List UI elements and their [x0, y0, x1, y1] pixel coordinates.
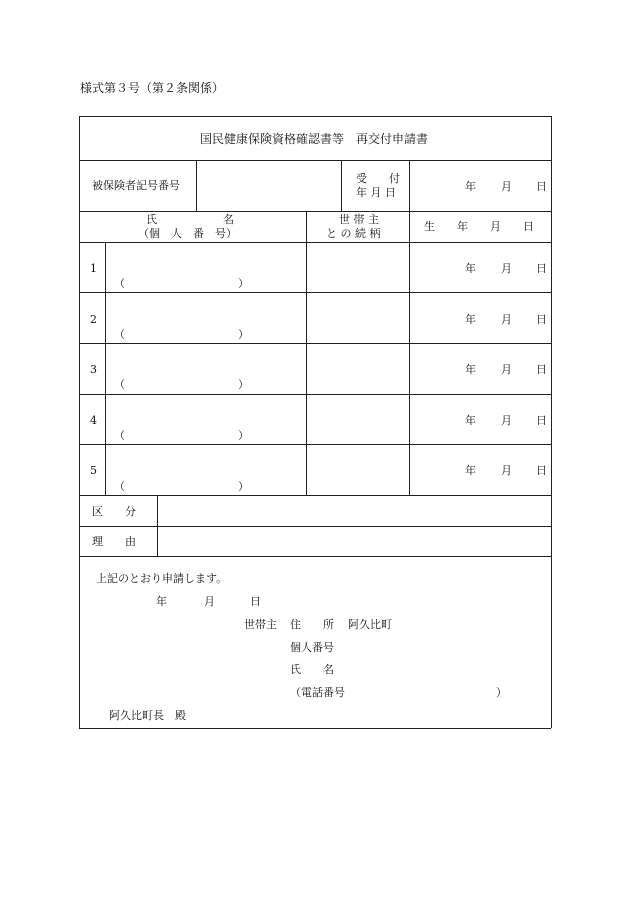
applicant-name-label: 氏 名	[290, 663, 334, 676]
birth-month: 月	[501, 464, 512, 477]
personal-number-paren-close: ）	[238, 277, 249, 290]
personal-number-column-header: （個 人 番 号）	[138, 227, 237, 240]
name-input[interactable]	[107, 294, 304, 341]
phone-close-paren: ）	[496, 686, 507, 699]
address-value: 阿久比町	[348, 618, 392, 631]
personal-number-paren-close: ）	[238, 378, 249, 391]
relation-column-header-bottom: と の 続 柄	[326, 227, 381, 240]
application-year: 年	[156, 595, 167, 608]
personal-number-paren-open: （	[114, 378, 125, 391]
row-number: 3	[90, 363, 97, 376]
relation-input[interactable]	[308, 345, 407, 392]
reception-date-label-bottom: 年 月 日	[356, 186, 396, 199]
name-input[interactable]	[107, 244, 304, 290]
row-number: 5	[90, 464, 97, 477]
name-input[interactable]	[107, 345, 304, 392]
reason-input[interactable]	[159, 528, 549, 554]
birth-month: 月	[501, 262, 512, 275]
name-input[interactable]	[107, 396, 304, 442]
reason-label: 理 由	[92, 535, 136, 548]
name-input[interactable]	[107, 446, 304, 493]
form-number: 様式第３号（第２条関係）	[80, 81, 225, 95]
personal-number-paren-open: （	[114, 328, 125, 341]
declaration-text: 上記のとおり申請します。	[96, 572, 228, 585]
category-input[interactable]	[159, 497, 549, 524]
reception-year: 年	[465, 180, 476, 193]
personal-number-label: 個人番号	[290, 641, 334, 654]
birth-month: 月	[501, 363, 512, 376]
personal-number-paren-close: ）	[238, 429, 249, 442]
phone-label: （電話番号	[290, 686, 345, 699]
birth-day: 日	[536, 464, 547, 477]
birth-year: 年	[465, 262, 476, 275]
application-month: 月	[204, 595, 215, 608]
row-number: 4	[90, 414, 97, 427]
personal-number-paren-open: （	[114, 480, 125, 493]
relation-input[interactable]	[308, 294, 407, 341]
category-label: 区 分	[92, 505, 136, 518]
birth-day: 日	[536, 262, 547, 275]
birth-year: 年	[465, 363, 476, 376]
reception-date-label-top: 受 付	[356, 172, 400, 185]
addressee: 阿久比町長 殿	[109, 709, 186, 722]
birth-year: 年	[465, 464, 476, 477]
reception-month: 月	[501, 180, 512, 193]
address-label: 住 所	[290, 618, 334, 631]
personal-number-paren-close: ）	[238, 480, 249, 493]
row-number: 1	[90, 262, 97, 275]
personal-number-paren-open: （	[114, 277, 125, 290]
birth-date-column-header: 生 年 月 日	[424, 220, 534, 233]
relation-input[interactable]	[308, 446, 407, 493]
birth-month: 月	[501, 414, 512, 427]
birth-day: 日	[536, 414, 547, 427]
birth-month: 月	[501, 313, 512, 326]
relation-input[interactable]	[308, 396, 407, 442]
form-title: 国民健康保険資格確認書等 再交付申請書	[200, 132, 429, 146]
reception-day: 日	[536, 180, 547, 193]
head-of-household-label: 世帯主	[244, 618, 277, 631]
row-number: 2	[90, 313, 97, 326]
insured-number-input[interactable]	[198, 162, 339, 209]
application-day: 日	[250, 595, 261, 608]
personal-number-paren-open: （	[114, 429, 125, 442]
relation-column-header-top: 世 帯 主	[339, 213, 379, 226]
relation-input[interactable]	[308, 244, 407, 290]
name-column-header: 氏 名	[146, 213, 234, 226]
insured-number-label: 被保険者記号番号	[92, 179, 180, 192]
personal-number-paren-close: ）	[238, 328, 249, 341]
birth-year: 年	[465, 313, 476, 326]
birth-day: 日	[536, 313, 547, 326]
birth-year: 年	[465, 414, 476, 427]
birth-day: 日	[536, 363, 547, 376]
